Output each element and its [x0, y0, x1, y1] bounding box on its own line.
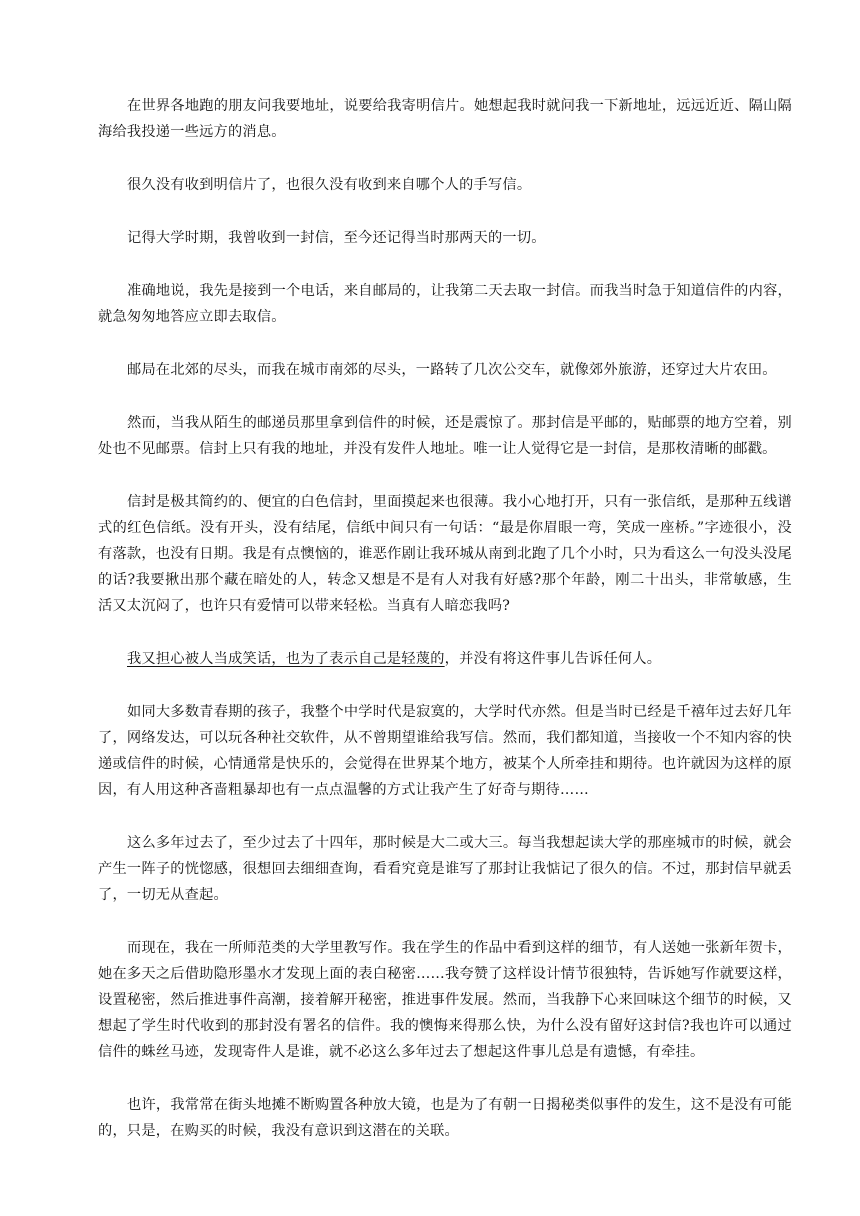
- paragraph-4: 准确地说，我先是接到一个电话，来自邮局的，让我第二天去取一封信。而我当时急于知道信件的内容，就急匆匆地答应立即去取信。: [98, 283, 792, 325]
- paragraph-9: 如同大多数青春期的孩子，我整个中学时代是寂寞的，大学时代亦然。但是当时已经是千禧年过去好几年了，网络发达，可以玩各种社交软件，从不曾期望谁给我写信。然而，我们都知道，当接收一个不知内容的快递或信件的时候，心情通常是快乐的，会觉得在世界某个地方，被某个人所牵挂和期待。也许就因为这样的原因，有人用这种吝啬粗暴却也有一点点温馨的方式让我产生了好奇与期待……: [98, 704, 792, 798]
- paragraph-10: 这么多年过去了，至少过去了十四年，那时候是大二或大三。每当我想起读大学的那座城市的时候，就会产生一阵子的恍惚感，很想回去细细查询，看看究竟是谁写了那封让我惦记了很久的信。不过，那封信早就丢了，一切无从查起。: [98, 835, 792, 903]
- paragraph-7: 信封是极其简约的、便宜的白色信封，里面摸起来也很薄。我小心地打开，只有一张信纸，是那种五线谱式的红色信纸。没有开头，没有结尾，信纸中间只有一句话：“最是你眉眼一弯，笑成一座桥。”字迹很小，没有落款，也没有日期。我是有点懊恼的，谁恶作剧让我环城从南到北跑了几个小时，只为看这么一句没头没尾的话?我要揪出那个藏在暗处的人，转念又想是不是有人对我有好感?那个年龄，刚二十出头，非常敏感，生活又太沉闷了，也许只有爱情可以带来轻松。当真有人暗恋我吗?: [98, 494, 792, 614]
- paragraph-1: 在世界各地跑的朋友问我要地址，说要给我寄明信片。她想起我时就问我一下新地址，远远近近、隔山隔海给我投递一些远方的消息。: [98, 98, 792, 140]
- paragraph-8-rest: ，并没有将这件事儿告诉任何人。: [444, 651, 662, 667]
- paragraph-2: 很久没有收到明信片了，也很久没有收到来自哪个人的手写信。: [127, 177, 532, 193]
- paragraph-12: 也许，我常常在街头地摊不断购置各种放大镜，也是为了有朝一日揭秘类似事件的发生，这不是没有可能的，只是，在购买的时候，我没有意识到这潜在的关联。: [98, 1097, 792, 1139]
- underlined-sentence: 我又担心被人当成笑话，也为了表示自己是轻蔑的: [127, 651, 445, 667]
- paragraph-5: 邮局在北郊的尽头，而我在城市南郊的尽头，一路转了几次公交车，就像郊外旅游，还穿过大片农田。: [127, 362, 777, 378]
- paragraph-8: [98, 646, 792, 672]
- paragraph-11: 而现在，我在一所师范类的大学里教写作。我在学生的作品中看到这样的细节，有人送她一张新年贺卡，她在多天之后借助隐形墨水才发现上面的表白秘密……我夸赞了这样设计情节很独特，告诉她写作就要这样，设置秘密，然后推进事件高潮，接着解开秘密，推进事件发展。然而，当我静下心来回味这个细节的时候，又想起了学生时代收到的那封没有署名的信件。我的懊悔来得那么快，为什么没有留好这封信?我也许可以通过信件的蛛丝马迹，发现寄件人是谁，就不必这么多年过去了想起这件事儿总是有遗憾，有牵挂。: [98, 940, 792, 1060]
- paragraph-3: 记得大学时期，我曾收到一封信，至今还记得当时那两天的一切。: [127, 230, 546, 246]
- paragraph-6: 然而，当我从陌生的邮递员那里拿到信件的时候，还是震惊了。那封信是平邮的，贴邮票的地方空着，别处也不见邮票。信封上只有我的地址，并没有发件人地址。唯一让人觉得它是一封信，是那枚清晰的邮戳。: [98, 415, 792, 457]
